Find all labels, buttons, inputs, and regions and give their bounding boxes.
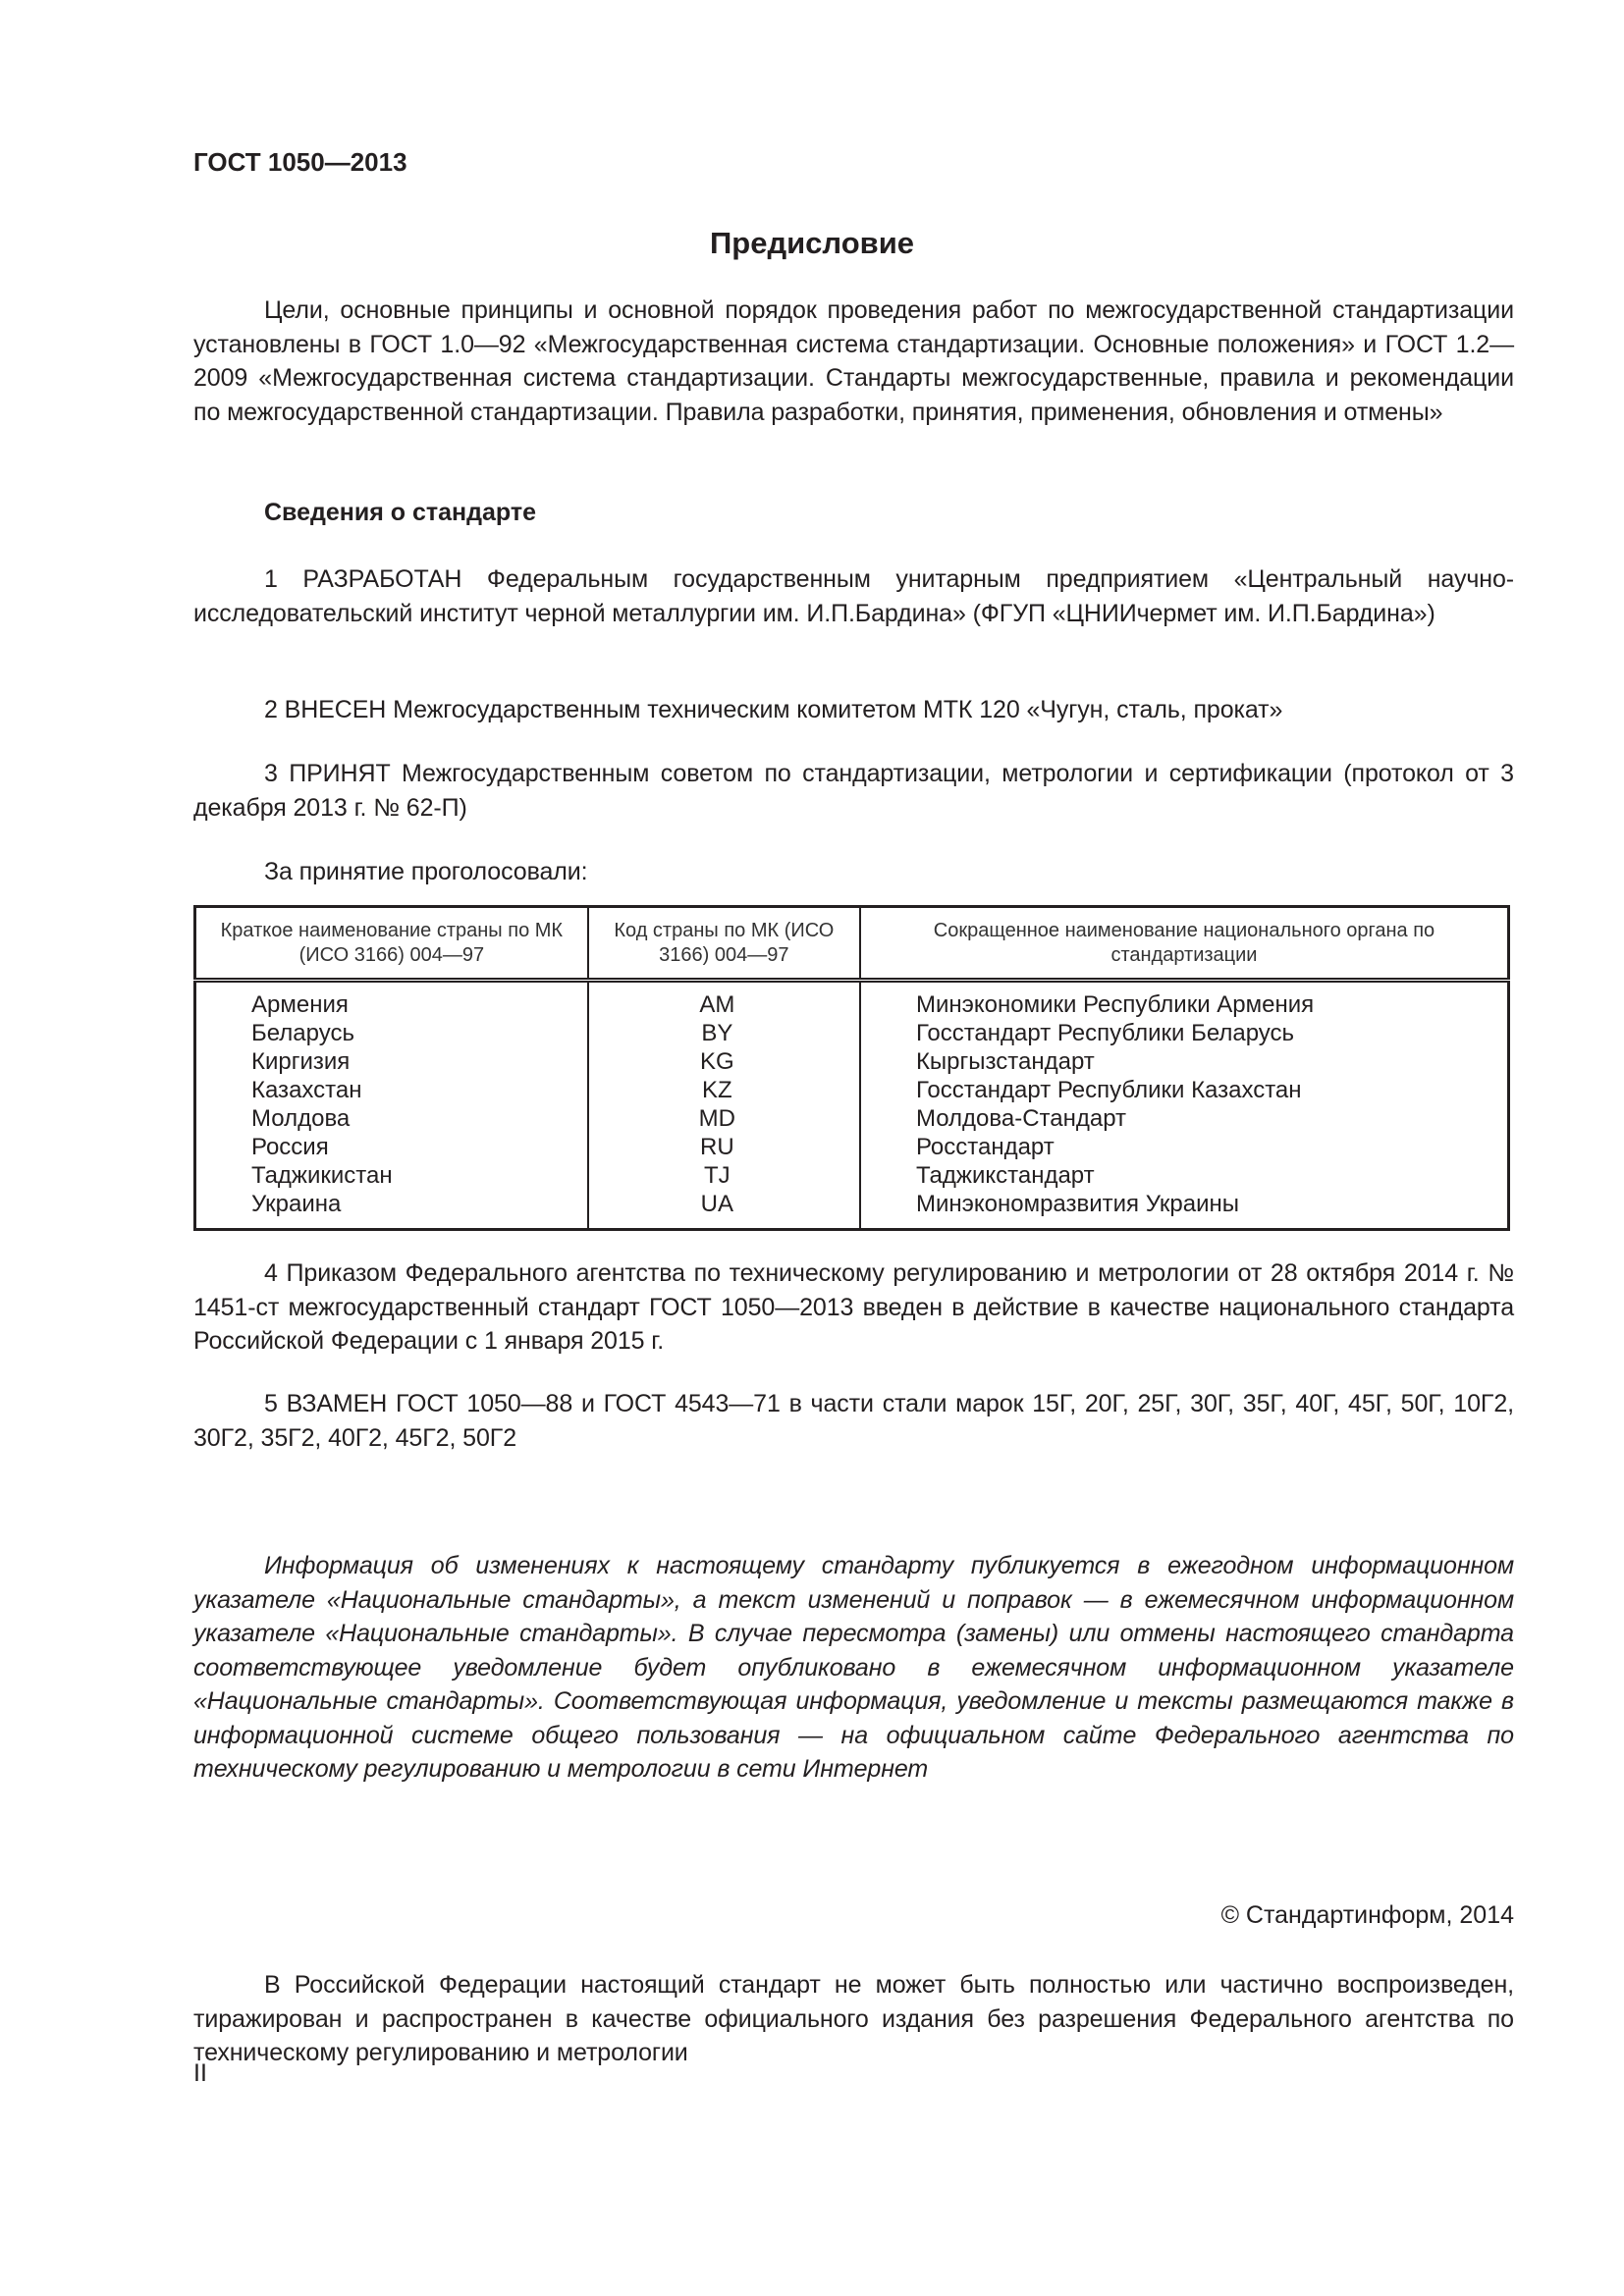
country-cell: Беларусь: [251, 1020, 354, 1046]
notice-section: [193, 1549, 1514, 1787]
country-cell: Россия: [251, 1134, 329, 1160]
item-replaces: 5 ВЗАМЕН ГОСТ 1050—88 и ГОСТ 4543—71 в части стали марок 15Г, 20Г, 25Г, 30Г, 35Г, 40Г, 45Г, 50Г, 10Г2, 30Г2, 35Г2, 40Г2, 45Г2, 50Г2: [193, 1390, 1514, 1452]
org-cell: Госстандарт Республики Казахстан: [860, 1076, 1509, 1104]
item-enacted: 4 Приказом Федерального агентства по техническому регулированию и метрологии от 28 октября 2014 г. № 1451-ст межгосударственный стандарт ГОСТ 1050—2013 введен в действие в качестве национального стандарта Российской Федерации с 1 января 2015 г.: [193, 1259, 1514, 1355]
table-row: [195, 1161, 1509, 1190]
code-cell: RU: [588, 1133, 860, 1161]
org-cell: Таджикстандарт: [860, 1161, 1509, 1190]
item-2-section: [193, 693, 1514, 727]
header-organization: Сокращенное наименование национального органа по стандартизации: [860, 907, 1509, 981]
page-title: Предисловие: [709, 226, 914, 260]
changes-notice: Информация об изменениях к настоящему стандарту публикуется в ежегодном информационном указателе «Национальные стандарты», а текст изменений и поправок — в ежемесячном информационном указателе «Национальные стандарты». В случае пересмотра (замены) или отмены настоящего стандарта соответствующее уведомление будет опубликовано в ежемесячном информационном указателе «Национальные стандарты». Соответствующая информация, уведомление и тексты размещаются также в информационной системе общего пользования — на официальном сайте Федерального агентства по техническому регулированию и метрологии в сети Интернет: [193, 1552, 1514, 1783]
copyright: © Стандартинформ, 2014: [1220, 1901, 1514, 1929]
country-cell: Киргизия: [251, 1048, 351, 1075]
intro-section: [193, 294, 1514, 429]
country-cell: Украина: [251, 1191, 342, 1217]
page-number: II: [193, 2059, 207, 2087]
intro-paragraph: Цели, основные принципы и основной порядок проведения работ по межгосударственной стандартизации установлены в ГОСТ 1.0—92 «Межгосударственная система стандартизации. Основные положения» и ГОСТ 1.2—2009 «Межгосударственная система стандартизации. Стандарты межгосударственные, правила и рекомендации по межгосударственной стандартизации. Правила разработки, принятия, применения, обновления и отмены»: [193, 296, 1514, 426]
org-cell: Кыргызстандарт: [860, 1047, 1509, 1076]
document-code: ГОСТ 1050—2013: [193, 147, 407, 177]
code-cell: KZ: [588, 1076, 860, 1104]
org-cell: Молдова-Стандарт: [860, 1104, 1509, 1133]
header-code: Код страны по МК (ИСО 3166) 004—97: [588, 907, 860, 981]
table-row: [195, 981, 1509, 1020]
code-cell: AM: [588, 981, 860, 1020]
item-1-section: [193, 562, 1514, 630]
table-row: [195, 1076, 1509, 1104]
org-cell: Госстандарт Республики Беларусь: [860, 1019, 1509, 1047]
code-cell: MD: [588, 1104, 860, 1133]
code-cell: UA: [588, 1190, 860, 1230]
rights-section: [193, 1968, 1514, 2070]
voting-countries-table: [193, 905, 1510, 1231]
code-cell: TJ: [588, 1161, 860, 1190]
table-row: [195, 1019, 1509, 1047]
org-cell: Минэкономразвития Украины: [860, 1190, 1509, 1230]
country-cell: Молдова: [251, 1105, 351, 1132]
country-cell: Таджикистан: [251, 1162, 393, 1189]
table-header-row: [195, 907, 1509, 981]
item-developed: 1 РАЗРАБОТАН Федеральным государственным унитарным предприятием «Центральный научно-исследовательский институт черной металлургии им. И.П.Бардина» (ФГУП «ЦНИИчермет им. И.П.Бардина»): [193, 565, 1514, 627]
org-cell: Росстандарт: [860, 1133, 1509, 1161]
item-introduced: 2 ВНЕСЕН Межгосударственным техническим комитетом МТК 120 «Чугун, сталь, прокат»: [264, 696, 1283, 723]
item-4-section: [193, 1256, 1514, 1359]
table-row: [195, 1104, 1509, 1133]
item-5-section: [193, 1387, 1514, 1455]
code-cell: KG: [588, 1047, 860, 1076]
code-cell: BY: [588, 1019, 860, 1047]
about-heading-section: [193, 496, 1514, 529]
voted-label: За принятие проголосовали:: [264, 858, 588, 885]
header-country: Краткое наименование страны по МК (ИСО 3166) 004—97: [195, 907, 588, 981]
item-3-section: [193, 757, 1514, 825]
table-row: [195, 1047, 1509, 1076]
about-heading: Сведения о стандарте: [264, 499, 537, 526]
org-cell: Минэкономики Республики Армения: [860, 981, 1509, 1020]
table-row: [195, 1133, 1509, 1161]
table-row: [195, 1190, 1509, 1230]
rights-notice: В Российской Федерации настоящий стандарт не может быть полностью или частично воспроизведен, тиражирован и распространен в качестве официального издания без разрешения Федерального агентства по техническому регулированию и метрологии: [193, 1971, 1514, 2066]
voted-label-section: [193, 855, 1514, 889]
country-cell: Казахстан: [251, 1077, 362, 1103]
country-cell: Армения: [251, 991, 349, 1018]
item-adopted: 3 ПРИНЯТ Межгосударственным советом по стандартизации, метрологии и сертификации (протокол от 3 декабря 2013 г. № 62-П): [193, 760, 1514, 822]
